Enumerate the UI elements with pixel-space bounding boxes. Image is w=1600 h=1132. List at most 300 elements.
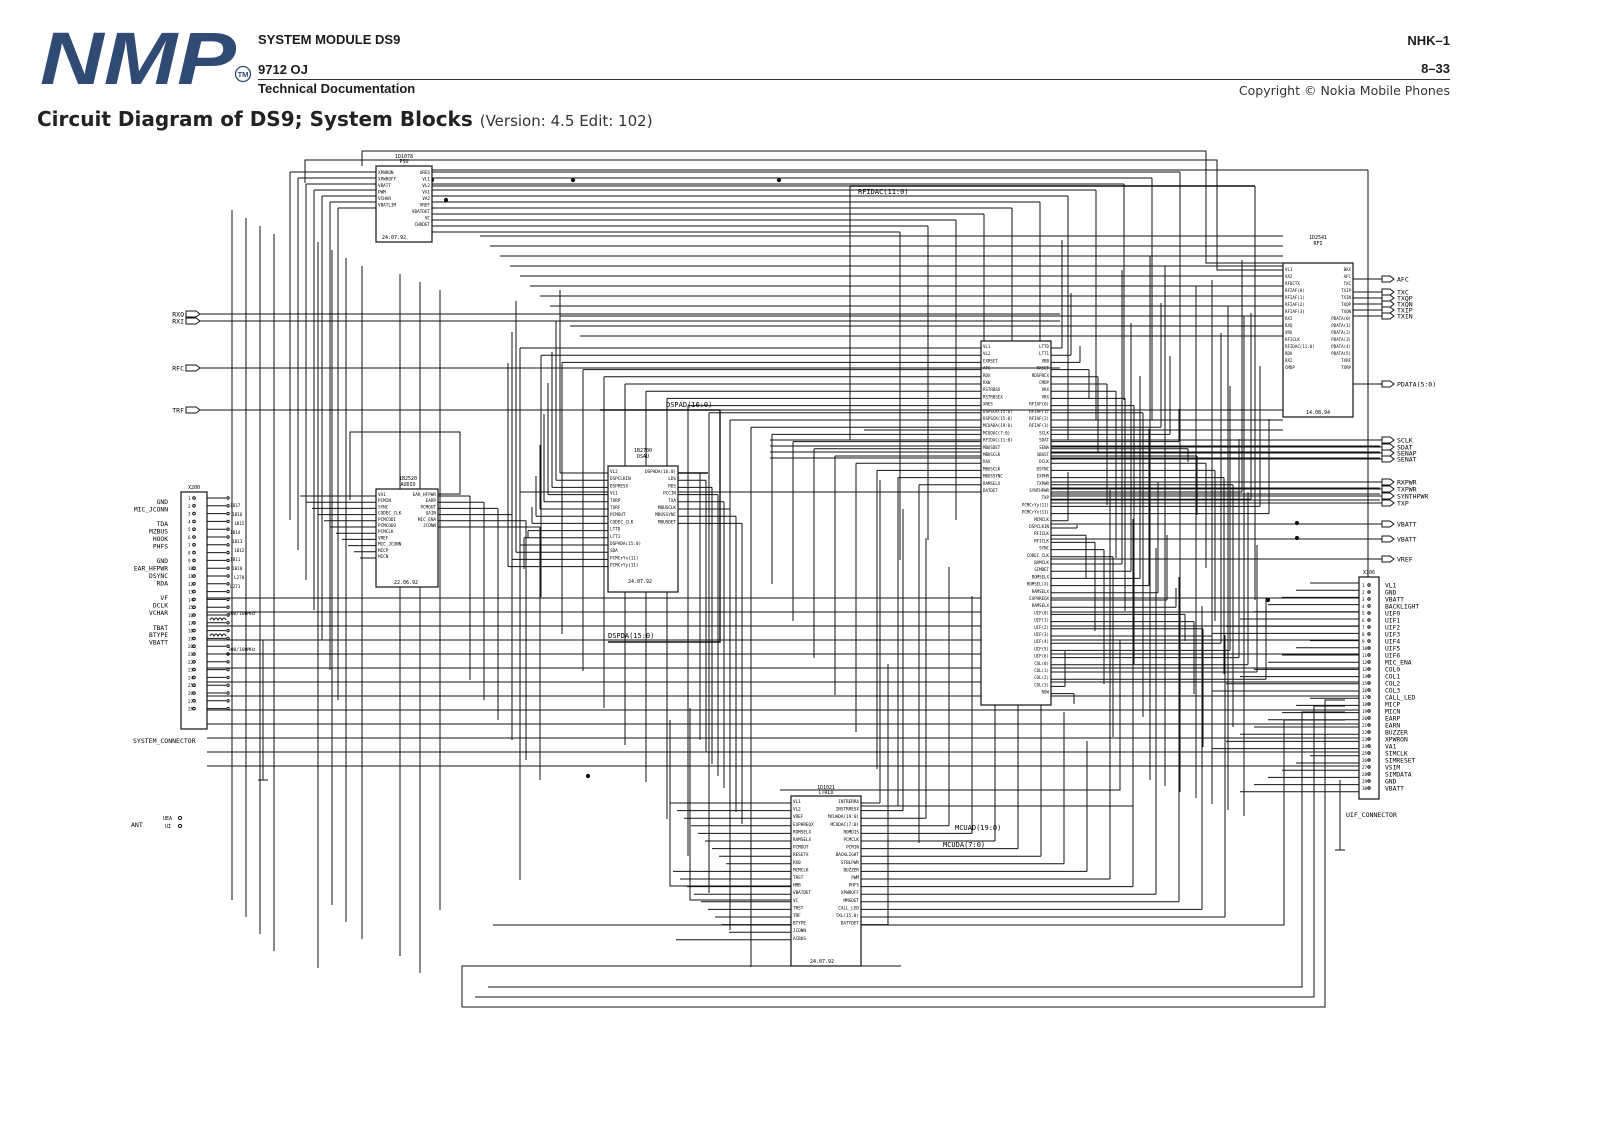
uif-connector-pin-number: 10 [1362, 646, 1368, 651]
system-connector-part: 1B15 [234, 522, 245, 527]
asic-pin-right: DSYNC [1036, 466, 1049, 472]
mcu-pin-right: BACKLIGHT [835, 853, 859, 859]
right-port-label: TXQP [1397, 294, 1413, 303]
dsp-pin-left: PCMCrYx(11) [610, 556, 639, 562]
asic-pin-right: RFICLK [1034, 531, 1049, 537]
dsp-pin-right: PCCIN [663, 491, 676, 497]
asic-pin-right: TXP [1041, 495, 1049, 501]
mcu-name: CTRLU [818, 790, 834, 796]
mcu-pin-left: RESETX [793, 853, 809, 859]
uif-connector-label: COL2 [1385, 680, 1401, 688]
asic-pin-right: UIF(1) [1034, 617, 1049, 623]
mcu-pin-right: TXL(15:0) [835, 914, 859, 919]
left-port-label: RFC [172, 364, 184, 373]
uif-connector-pin-number: 22 [1362, 730, 1368, 735]
mcu-block [791, 785, 861, 966]
asic-pin-right: ROMSEL(X) [1026, 581, 1049, 587]
mcu-ref: 1D1021 [816, 785, 836, 791]
uif-connector-pin-number: 21 [1362, 723, 1368, 728]
asic-pin-right: UIF(4) [1034, 639, 1049, 645]
right-port-label: SENAP [1397, 449, 1417, 458]
system-connector-part: 1B10 [232, 567, 243, 572]
right-port-label: TXIN [1397, 312, 1413, 321]
rfi-pin-right: PDATA(1) [1331, 323, 1351, 328]
dsp-pin-right: LDS [668, 477, 676, 483]
uif-connector-pin-number: 19 [1362, 709, 1368, 714]
right-port-label: SENAT [1397, 455, 1417, 464]
uif-connector-label: CALL_LED [1385, 694, 1416, 702]
right-port-icon [1382, 450, 1394, 456]
right-port-icon [1382, 301, 1394, 307]
dsp-pin-left: DSPRESX [610, 484, 629, 490]
left-port-icon [186, 365, 200, 371]
uif-connector-pin-number: 16 [1362, 688, 1368, 693]
asic-pin-left: AFC [983, 365, 991, 371]
asic-pin-right: SCLK [1039, 430, 1049, 436]
asic-pin-right: DCLK [1039, 459, 1049, 465]
system-connector-pin-number: 7 [188, 542, 191, 548]
right-port-icon [1382, 289, 1394, 295]
system-connector-part: 1B17 [230, 504, 241, 509]
right-port-icon [1382, 486, 1394, 492]
system-connector-label: DCLK [152, 602, 168, 610]
left-port-icon [186, 311, 200, 317]
uif-connector-pin-number: 25 [1362, 751, 1368, 756]
mcu-pin-left: VBATDET [793, 891, 812, 897]
right-port-icon [1382, 313, 1394, 319]
asic-pin-right: EXPHREQX [1029, 596, 1049, 601]
psu-pin-right: CHRDET [414, 223, 430, 228]
rfi-pin-right: TXQN [1341, 309, 1351, 314]
system-connector-pin-number: 9 [188, 558, 191, 564]
audio-pin-left: PCMCODO [378, 524, 397, 529]
psu-pin-right: VC [424, 216, 430, 222]
uif-connector-label: UIF0 [1385, 610, 1401, 618]
uif-connector-label: MIC_ENA [1385, 659, 1412, 667]
psu-pin-left: XPWROFF [378, 177, 397, 183]
asic-pin-right: COL(2) [1034, 675, 1049, 681]
mcu-pin-left: VL2 [793, 807, 801, 813]
audio-pin-right: GAIN [425, 511, 436, 517]
psu-pin-left: XPWRON [378, 171, 394, 176]
system-connector-part: L270 [234, 576, 245, 581]
rfi-pin-right: TXRP [1341, 365, 1351, 370]
mcu-pin-right: PCMIN [846, 845, 859, 851]
rfi-pin-left: RFIAF(0) [1285, 288, 1305, 293]
system-connector-pin-number: 22 [188, 659, 194, 665]
asic-pin-left: RFIDAC(11:0) [983, 437, 1013, 443]
mcu-pin-left: VL1 [793, 800, 801, 805]
ant-pin-ui: UI [165, 824, 172, 830]
uif-connector-pin-number: 4 [1362, 604, 1365, 609]
psu-pin-left: PWM [378, 190, 386, 196]
left-port-label: RXI [172, 317, 184, 326]
mcu-pin-left: VREF [793, 815, 804, 821]
right-port-label: SYNTHPWR [1397, 492, 1429, 501]
rfi-pin-right: BAX [1343, 267, 1351, 272]
asic-pin-right: PCMCrYy(11) [1021, 502, 1049, 508]
psu-pin-left: VBATLIM [378, 203, 397, 209]
mcu-pin-left: EXPHREQX [793, 822, 814, 828]
uif-connector-pin-number: 3 [1362, 597, 1365, 602]
rfi-pin-left: RXI [1285, 316, 1293, 321]
asic-pin-right: LTTD [1039, 344, 1049, 349]
rfi-pin-right: PDATA(0) [1331, 316, 1351, 321]
right-port-icon [1382, 276, 1394, 282]
asic-pin-left: VL2 [983, 351, 991, 357]
system-connector-label: RDA [156, 580, 168, 588]
system-connector-label: TDA [156, 521, 168, 529]
rfi-pin-right: PDATA(3) [1331, 337, 1351, 342]
uif-connector-pin-number: 9 [1362, 639, 1365, 644]
rfi-pin-left: RXQ [1285, 323, 1293, 328]
doc-type: Technical Documentation [258, 81, 416, 96]
mcu-pin-left: PCMOUT [793, 845, 809, 851]
audio-block [376, 476, 438, 587]
asic-pin-right: SYNTHPWR [1029, 488, 1049, 493]
uif-connector-label: SIMDATA [1385, 771, 1412, 779]
system-connector-label: HOOK [152, 536, 168, 543]
right-port-icon [1382, 307, 1394, 313]
system-connector-pin-number: 23 [188, 667, 194, 673]
uif-connector-pin-number: 2 [1362, 590, 1365, 595]
rfi-pin-left: RFIAF(3) [1285, 309, 1305, 314]
uif-connector-pin-number: 18 [1362, 702, 1368, 707]
right-port-icon [1382, 479, 1394, 485]
uif-connector-pin-number: 17 [1362, 695, 1368, 700]
system-connector-part: 1B11 [230, 558, 241, 563]
uif-connector-pin-number: 20 [1362, 716, 1368, 721]
dsp-pin-left: LTTD [610, 527, 621, 533]
system-connector-label: MZBUS [149, 528, 168, 536]
rfi-pin-left: RFDCTX [1285, 281, 1300, 286]
uif-connector-pin-number: 26 [1362, 758, 1368, 763]
asic-pin-right: UIF(5) [1034, 646, 1049, 652]
psu-pin-right: VL1 [422, 177, 430, 183]
uif-connector-ref: X106 [1362, 570, 1376, 576]
system-connector-label: GND [156, 499, 168, 506]
rfi-pin-left: RXI [1285, 358, 1293, 363]
asic-pin-right: UIF(2) [1034, 624, 1049, 630]
audio-pin-right: MIC_ENA [417, 517, 436, 523]
asic-pin-right: MCMCLK [1034, 516, 1049, 522]
right-port-icon [1382, 456, 1394, 462]
system-connector-part: 1B16 [232, 513, 243, 518]
dsp-pin-left: TXRF [610, 506, 621, 511]
right-port-label: VBATT [1397, 535, 1417, 544]
rfi-block [1283, 235, 1353, 417]
asic-pin-right: SDAT [1039, 437, 1049, 443]
asic-pin-left: RAX [983, 459, 991, 465]
uif-connector-label: VBATT [1385, 596, 1404, 604]
dsp-pin-left: DSPCLKIN [610, 477, 631, 483]
system-connector-pin-number: 14 [188, 597, 194, 603]
asic-pin-left: XRES [983, 401, 993, 407]
asic-pin-right: UIF(6) [1034, 653, 1049, 659]
uif-connector-pin-number: 29 [1362, 779, 1368, 784]
rfi-ref: 1D2541 [1308, 235, 1328, 241]
page-number: 8–33 [1421, 61, 1450, 76]
uif-connector-label: UIF4 [1385, 638, 1401, 646]
right-port-label: PDATA(5:0) [1397, 380, 1437, 389]
asic-pin-left: MBUSCLK [983, 466, 1001, 472]
mcu-pin-right: XPWROFF [840, 891, 859, 897]
rfi-date: 14.08.94 [1305, 410, 1331, 416]
mcu-pin-right: PHFS [848, 883, 859, 889]
right-port-label: VBATT [1397, 520, 1417, 529]
dsp-pin-left: DSPADA(15:0) [610, 542, 642, 547]
system-connector-pin-number: 20 [188, 644, 194, 650]
mcu-pin-left: RAMSELX [793, 838, 812, 843]
left-port-icon [186, 318, 200, 324]
system-connector-pin-number: 15 [188, 605, 194, 611]
rfi-pin-left: RFIDAC(11:0) [1285, 344, 1315, 349]
asic-pin-left: DSPSCK(15:0) [983, 416, 1013, 421]
system-connector-pin-number: 18 [188, 628, 194, 634]
rfi-pin-left: RDX [1285, 351, 1293, 356]
asic-pin-right: VBB [1041, 358, 1049, 364]
uif-connector-label: GND [1385, 778, 1397, 786]
mcu-pin-left: BTYPE [793, 921, 806, 927]
dsp-pin-left: SDA [610, 549, 618, 555]
uif-connector-label: UIF6 [1385, 652, 1401, 660]
system-connector-pin-number: 12 [188, 581, 194, 587]
system-connector-label: DSYNC [149, 573, 168, 580]
system-connector-pin-number: 21 [188, 652, 194, 657]
rfi-pin-right: PDATA(5) [1331, 351, 1351, 356]
rfi-pin-right: TXIN [1341, 295, 1351, 300]
right-port-label: TXC [1397, 288, 1409, 297]
product-code: NHK–1 [1407, 33, 1450, 48]
system-connector [131, 485, 256, 830]
system-connector-label: MIC_JCONN [133, 506, 168, 514]
asic-pin-left: MBUSDET [983, 444, 1001, 450]
system-connector-pin-number: 11 [188, 574, 194, 579]
psu-block [376, 154, 432, 242]
dsp-pin-left: TXRP [610, 498, 621, 504]
right-port-icon [1382, 381, 1394, 387]
left-port-label: TRF [172, 406, 184, 415]
right-port-label: VREF [1397, 555, 1413, 564]
audio-pin-right: EAR_HFPWR [412, 493, 436, 498]
rfi-pin-right: TXQP [1341, 302, 1351, 307]
uif-connector-label: BUZZER [1385, 729, 1408, 737]
asic-pin-right: RFIAF(1) [1029, 408, 1049, 414]
audio-pin-left: PCMCLK [378, 530, 394, 536]
uif-connector-caption: UIF_CONNECTOR [1346, 811, 1397, 819]
uif-connector-pin-number: 5 [1362, 611, 1365, 616]
asic-pin-right: SYNC [1039, 545, 1049, 551]
system-connector-pin-number: 6 [188, 535, 191, 540]
uif-connector-pin-number: 7 [1362, 625, 1365, 630]
uif-connector-label: EARP [1385, 715, 1401, 723]
asic-pin-right: RDSPRCX [1031, 372, 1049, 378]
asic-pin-right: BAMCLK [1034, 560, 1049, 565]
uif-connector-label: MICP [1385, 701, 1401, 709]
mcu-pin-left: TRST [793, 906, 804, 912]
right-port-icon [1382, 500, 1394, 506]
module-name: SYSTEM MODULE DS9 [258, 32, 401, 47]
system-connector-pin-number: 26 [188, 691, 194, 696]
asic-pin-left: EXRSET [983, 358, 998, 364]
title-version: (Version: 4.5 Edit: 102) [479, 112, 653, 130]
mcu-pin-left: TRST [793, 876, 804, 881]
dsp-ref: 1B2700 [633, 448, 653, 454]
mcu-pin-left: JCONN [793, 929, 806, 935]
rfi-pin-right: PDATA(4) [1331, 344, 1351, 349]
ant-label: ANT [131, 821, 143, 829]
trademark-text: TM [237, 70, 249, 79]
psu-pin-right: VL2 [422, 184, 430, 189]
psu-pin-right: XRES [419, 171, 430, 176]
asic-pin-left: MCUADA(19:0) [983, 423, 1013, 429]
uif-connector-label: VBATT [1385, 785, 1404, 793]
asic-pin-right: VRX [1041, 394, 1049, 400]
mcu-pin-left: HMB [793, 883, 801, 889]
right-port-icon [1382, 536, 1394, 542]
system-connector-pin-number: 28 [188, 706, 194, 712]
mcu-pin-right: ROMDIS [843, 830, 859, 836]
ant-pin-uea: UEA [163, 816, 173, 822]
audio-pin-left: MICN [378, 555, 389, 560]
rfi-pin-left: RFICLK [1285, 337, 1300, 342]
asic-pin-right: CMDP [1039, 380, 1049, 385]
rfi-pin-left: RFIAF(1) [1285, 295, 1305, 300]
right-port-label: SDAT [1397, 443, 1413, 452]
rfi-pin-right: TXRF [1341, 358, 1351, 363]
right-port-icon [1382, 444, 1394, 450]
system-connector-pin-number: 25 [188, 683, 194, 689]
inductor-icon [210, 634, 226, 636]
asic-pin-left: MCUDAC(7:0) [983, 430, 1011, 436]
uif-connector-label: COL3 [1385, 687, 1401, 695]
right-port-icon [1382, 493, 1394, 499]
audio-pin-right: EARP [425, 499, 436, 505]
system-connector-pin-number: 24 [188, 675, 194, 681]
rfi-pin-right: TXIP [1341, 288, 1351, 293]
asic-pin-right: COL(1) [1034, 668, 1049, 673]
right-port-label: RXPWR [1397, 478, 1417, 487]
psu-date: 24.07.92 [381, 235, 407, 241]
asic-pin-left: RSTRBSX [983, 387, 1001, 393]
audio-pin-right: PCMOUT [420, 505, 436, 511]
asic-pin-left: DATDET [983, 488, 998, 493]
system-connector-label: EAR_HFPWR [133, 565, 168, 573]
system-connector-pin-number: 3 [188, 511, 191, 517]
system-connector-label: VBATT [149, 639, 168, 647]
mcu-pin-right: MCUDAC(7:0) [830, 822, 859, 828]
dsp-date: 24.07.92 [627, 579, 653, 585]
audio-pin-left: VREF [378, 536, 389, 542]
uif-connector-pin-number: 23 [1362, 737, 1368, 742]
uif-connector-label: XPWRON [1385, 736, 1408, 744]
doc-code: 9712 OJ [258, 62, 308, 77]
mcu-pin-right: BATTDET [840, 921, 859, 927]
bus-label-dspad: DSPAD(16:0) [666, 401, 713, 409]
system-connector-label: GND [156, 558, 168, 566]
system-connector-label: TBAT [152, 624, 168, 632]
right-port-label: TXPWR [1397, 485, 1417, 494]
mcu-date: 24.07.92 [809, 959, 835, 965]
uif-connector-pin-number: 30 [1362, 786, 1368, 791]
psu-ref: 1D1078 [394, 154, 414, 160]
mcu-pin-left: TRF [793, 914, 801, 919]
asic-pin-right: RAMSELX [1031, 588, 1049, 594]
uif-connector-pin-number: 6 [1362, 618, 1365, 623]
uif-connector-pin-number: 8 [1362, 632, 1365, 637]
asic-pin-left: MBUSSYNC [983, 473, 1003, 479]
right-port-label: SCLK [1397, 436, 1413, 445]
uif-connector-label: EARN [1385, 722, 1401, 730]
rfi-pin-right: PDATA(2) [1331, 330, 1351, 335]
mcu-pin-left: RX0 [793, 860, 801, 866]
bus-label-mcuda: MCUDA(7:0) [943, 841, 986, 849]
uif-connector-label: UIF3 [1385, 631, 1401, 639]
asic-pin-right: DSPCLKIN [1029, 524, 1049, 529]
dsp-pin-right: DSPADA(16:0) [644, 470, 676, 475]
mcu-pin-left: ROMSELX [793, 830, 812, 836]
audio-pin-left: MICP [378, 548, 389, 554]
uif-connector-label: VSIM [1385, 764, 1401, 772]
mcu-pin-right: PWM [851, 876, 859, 881]
audio-pin-right: JCONN [423, 524, 436, 529]
system-connector-part: 1B14 [230, 531, 241, 536]
dsp-pin-left: VL1 [610, 491, 618, 497]
asic-pin-left: RSTRBSEX [983, 394, 1003, 400]
rfi-pin-left: VRX [1285, 330, 1293, 335]
dsp-pin-left: CODEC_CLK [610, 520, 634, 526]
psu-pin-right: VBATDET [411, 210, 430, 215]
rfi-pin-left: VL1 [1285, 267, 1293, 272]
psu-pin-left: VCHAR [378, 197, 391, 202]
uif-connector-label: SIMRESET [1385, 757, 1416, 765]
bus-label-dspda: DSPDA(15:0) [608, 632, 655, 640]
psu-pin-left: VBATT [378, 184, 391, 189]
nmp-logo-text: NMP [40, 26, 237, 96]
asic-pin-right: LTT1 [1039, 351, 1049, 357]
inductor-icon [210, 618, 226, 620]
system-connector-pin-number: 1 [188, 496, 191, 501]
asic-pin-right: ROW [1041, 689, 1049, 695]
audio-pin-left: SYNC [378, 505, 389, 511]
asic-pin-right: COL(3) [1034, 682, 1049, 688]
system-connector-caption: SYSTEM_CONNECTOR [133, 737, 196, 745]
asic-pin-right: SBUST [1036, 452, 1049, 457]
dsp-pin-right: RDS [668, 484, 676, 490]
asic-pin-left: MBUSCLK [983, 452, 1001, 457]
title-main: Circuit Diagram of DS9; System Blocks [37, 107, 473, 131]
system-connector-part: L271 [230, 585, 241, 590]
rfi-pin-right: AFC [1343, 274, 1351, 279]
psu-pin-right: VREF [419, 203, 430, 209]
left-port-label: RXQ [172, 310, 184, 319]
mcu-pin-left: VC [793, 898, 799, 904]
right-port-label: TXIP [1397, 306, 1413, 315]
audio-name: AUDIO [400, 482, 416, 488]
dsp-pin-right: MBUSDET [657, 520, 676, 526]
mcu-pin-right: CALL_LED [838, 906, 859, 912]
uif-connector-label: COL1 [1385, 673, 1401, 681]
asic-pin-right: SENA [1039, 444, 1049, 450]
mcu-pin-left: MCMCLK [793, 868, 809, 874]
asic-pin-left: RAMSELX [983, 480, 1001, 486]
bus-label-rfidac: RFIDAC(11:0) [858, 188, 909, 196]
system-connector-pin-number: 17 [188, 620, 194, 626]
dsp-pin-right: MBUSCLK [657, 506, 676, 511]
audio-ref: 1B2520 [398, 476, 418, 482]
mcu-pin-right: INSTRRESX [835, 807, 859, 813]
dsp-pin-left: LTT1 [610, 534, 621, 540]
